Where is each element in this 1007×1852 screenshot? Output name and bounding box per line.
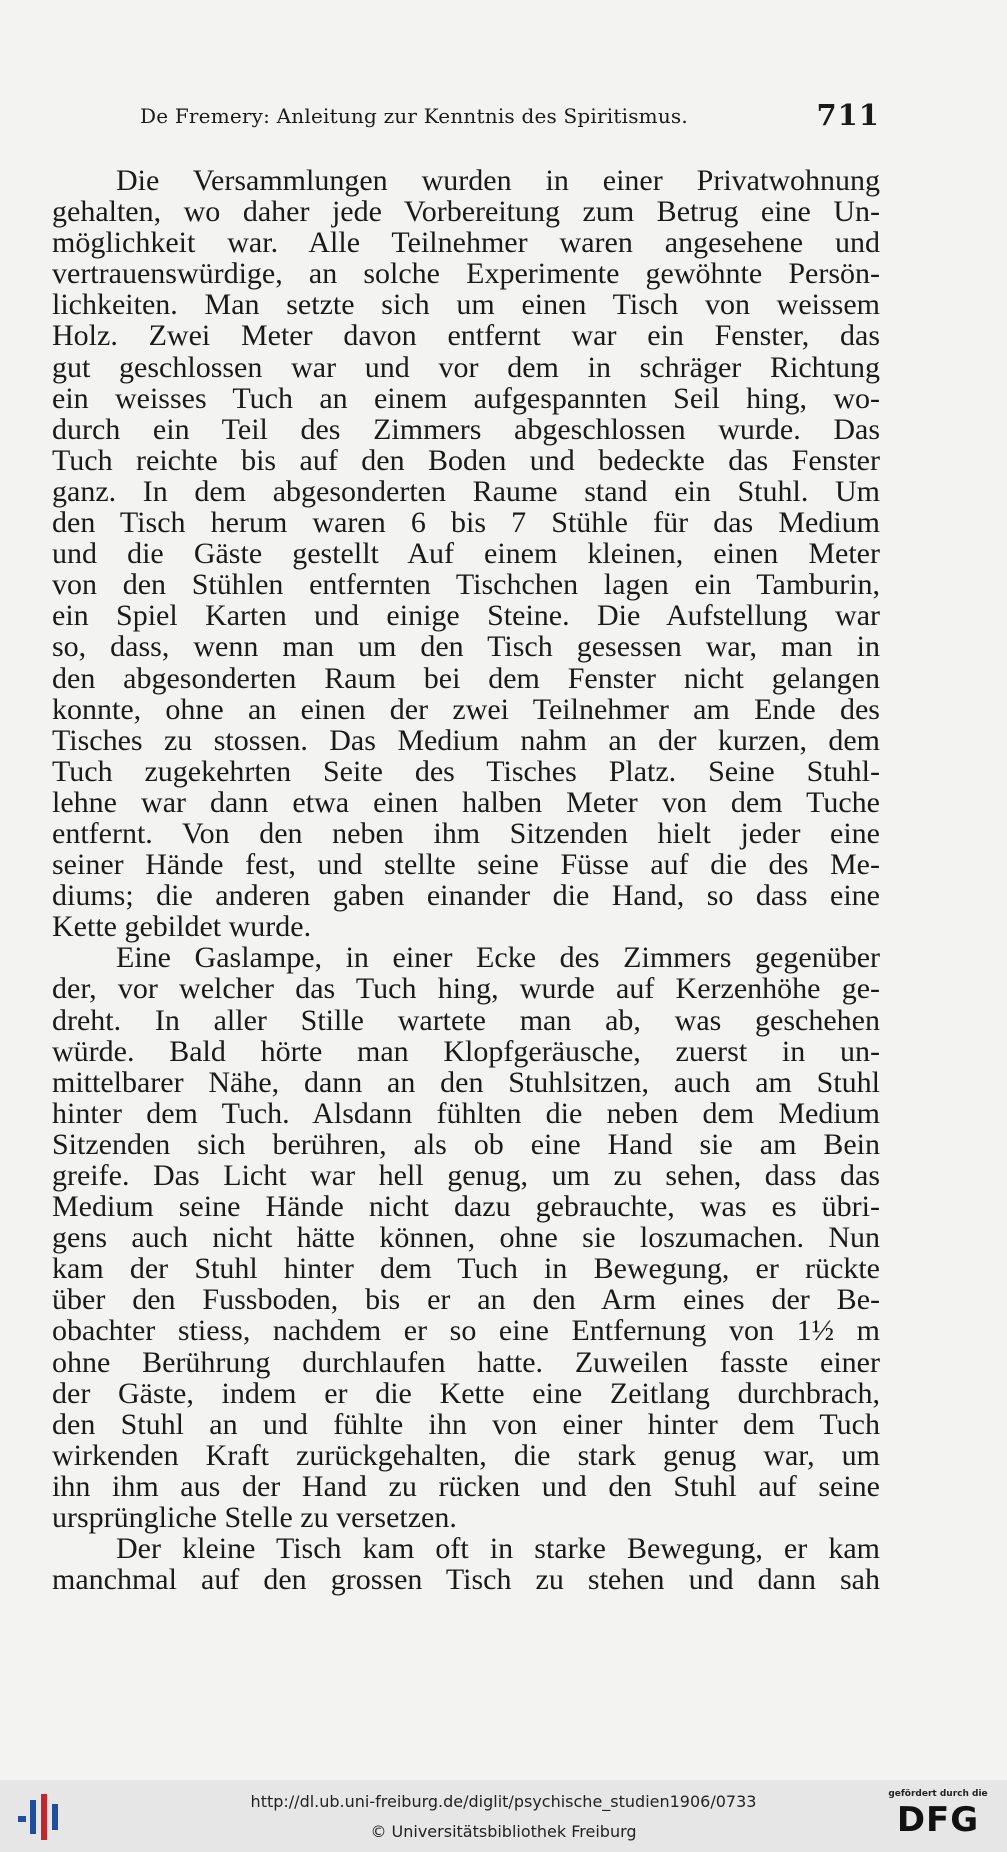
text-line: den Tisch herum waren 6 bis 7 Stühle für das Medium <box>52 506 880 540</box>
text-line: durch ein Teil des Zimmers abgeschlossen wurde. Das <box>52 412 880 446</box>
text-line: gut geschlossen war und vor dem in schräger Richtung <box>52 350 880 384</box>
text-line: ein Spiel Karten und einige Steine. Die Aufstellung war <box>52 599 880 633</box>
page-number: 711 <box>816 98 880 132</box>
copyright-notice: © Universitätsbibliothek Freiburg <box>370 1822 637 1841</box>
text-line: ursprüngliche Stelle zu versetzen. <box>52 1501 457 1535</box>
text-line: kam der Stuhl hinter dem Tuch in Bewegung, er rückte <box>52 1252 880 1286</box>
text-line: würde. Bald hörte man Klopfgeräusche, zuerst in un- <box>52 1034 880 1068</box>
text-line: und die Gäste gestellt Auf einem kleinen, einen Meter <box>52 537 880 571</box>
text-line: den abgesonderten Raum bei dem Fenster nicht gelangen <box>52 661 880 695</box>
text-line: hinter dem Tuch. Alsdann fühlten die neben dem Medium <box>52 1096 880 1130</box>
text-line: mittelbarer Nähe, dann an den Stuhlsitzen, auch am Stuhl <box>52 1065 880 1099</box>
text-line: wirkenden Kraft zurückgehalten, die stark genug war, um <box>52 1438 880 1472</box>
text-line: ein weisses Tuch an einem aufgespannten Seil hing, wo- <box>52 381 880 415</box>
text-line: den Stuhl an und fühlte ihn von einer hinter dem Tuch <box>52 1407 880 1441</box>
viewer-footer <box>0 1780 1007 1852</box>
dfg-wordmark: DFG <box>896 1800 980 1840</box>
text-line: greife. Das Licht war hell genug, um zu sehen, dass das <box>52 1159 880 1192</box>
running-title: De Fremery: Anleitung zur Kenntnis des Spiritismus. <box>140 104 688 128</box>
text-line: Holz. Zwei Meter davon entfernt war ein Fenster, das <box>52 319 880 353</box>
body-text <box>52 165 880 1595</box>
text-line: entfernt. Von den neben ihm Sitzenden hielt jeder eine <box>52 816 880 850</box>
text-line: Der kleine Tisch kam oft in starke Bewegung, er kam <box>116 1532 880 1566</box>
text-line: von den Stühlen entfernten Tischchen lagen ein Tamburin, <box>52 568 880 602</box>
text-line: Tuch zugekehrten Seite des Tisches Platz. Seine Stuhl- <box>52 754 880 788</box>
text-line: ohne Berührung durchlaufen hatte. Zuweilen fasste einer <box>52 1345 880 1379</box>
text-line: Die Versammlungen wurden in einer Privatwohnung <box>116 164 880 197</box>
dfg-sponsor-badge <box>883 1788 993 1846</box>
text-line: seiner Hände fest, und stellte seine Füsse auf die des Me- <box>52 848 880 882</box>
text-line: der, vor welcher das Tuch hing, wurde auf Kerzenhöhe ge- <box>52 972 880 1006</box>
text-line: dreht. In aller Stille wartete man ab, was geschehen <box>52 1003 880 1037</box>
text-line: gehalten, wo daher jede Vorbereitung zum Betrug eine Un- <box>52 195 880 229</box>
text-line: vertrauenswürdige, an solche Experimente gewöhnte Persön- <box>52 257 880 291</box>
text-line: obachter stiess, nachdem er so eine Entfernung von 1½ m <box>52 1314 880 1348</box>
text-line: Kette gebildet wurde. <box>52 910 312 944</box>
text-line: manchmal auf den grossen Tisch zu stehen und dann sah <box>52 1563 880 1597</box>
text-line: Tisches zu stossen. Das Medium nahm an der kurzen, dem <box>52 723 880 757</box>
text-line: Sitzenden sich berühren, als ob eine Hand sie am Bein <box>52 1127 880 1161</box>
text-line: konnte, ohne an einen der zwei Teilnehmer am Ende des <box>52 692 880 726</box>
text-line: Eine Gaslampe, in einer Ecke des Zimmers gegenüber <box>116 941 880 975</box>
permalink-url[interactable]: http://dl.ub.uni-freiburg.de/diglit/psychische_studien1906/0733 <box>250 1792 757 1811</box>
text-line: ihn ihm aus der Hand zu rücken und den Stuhl auf seine <box>52 1469 880 1503</box>
sponsor-caption: gefördert durch die <box>888 1789 988 1799</box>
text-line: Medium seine Hände nicht dazu gebrauchte, was es übri- <box>52 1190 880 1224</box>
running-head <box>140 98 880 140</box>
text-line: Tuch reichte bis auf den Boden und bedeckte das Fenster <box>52 443 880 477</box>
text-line: über den Fussboden, bis er an den Arm eines der Be- <box>52 1283 880 1317</box>
text-line: der Gäste, indem er die Kette eine Zeitlang durchbrach, <box>52 1376 880 1410</box>
text-line: lehne war dann etwa einen halben Meter von dem Tuche <box>52 785 880 819</box>
text-line: ganz. In dem abgesonderten Raume stand ein Stuhl. Um <box>52 474 880 508</box>
text-line: lichkeiten. Man setzte sich um einen Tisch von weissem <box>52 288 880 322</box>
text-line: diums; die anderen gaben einander die Hand, so dass eine <box>52 879 880 913</box>
text-line: gens auch nicht hätte können, ohne sie loszumachen. Nun <box>52 1221 880 1255</box>
text-line: möglichkeit war. Alle Teilnehmer waren angesehene und <box>52 226 880 260</box>
text-line: so, dass, wenn man um den Tisch gesessen war, man in <box>52 630 880 664</box>
